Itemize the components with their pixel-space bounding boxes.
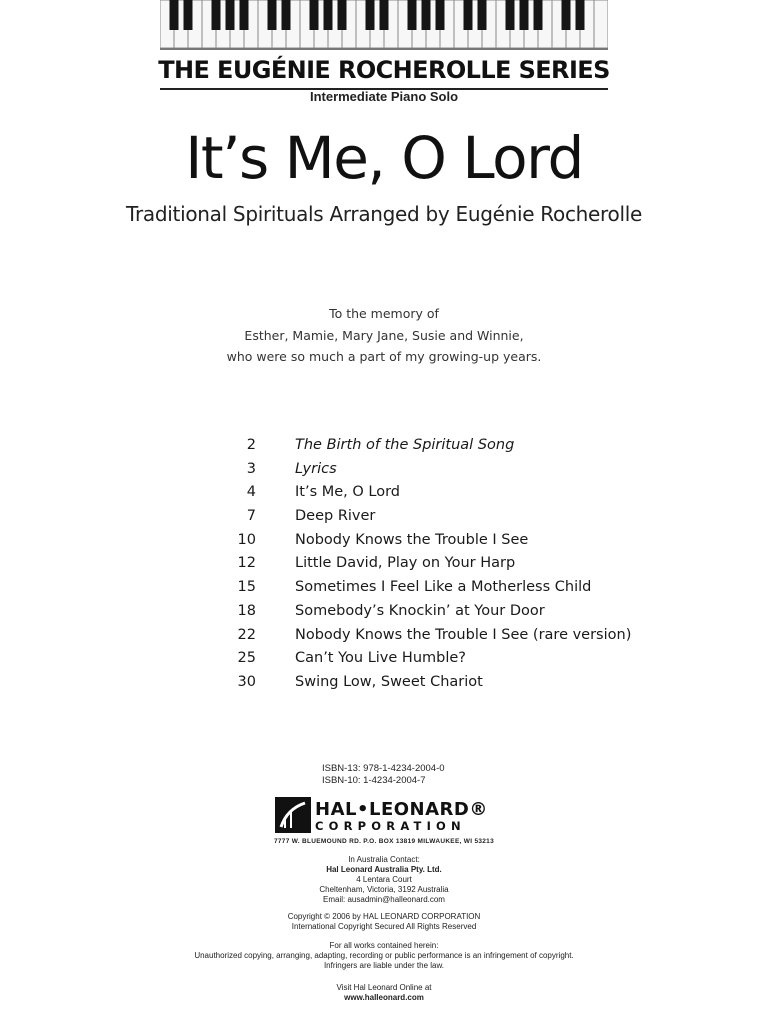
toc-page-number: 12 [237,555,256,572]
black-key [422,0,431,30]
australia-email: Email: ausadmin@halleonard.com [323,895,445,904]
black-key [534,0,543,30]
toc-page-number: 2 [246,437,256,453]
book-title: It’s Me, O Lord [185,124,583,192]
toc-entry [228,461,648,485]
legal-line: Unauthorized copying, arranging, adapting, recording or public performance is an infringement of copyright. [194,951,574,960]
black-key [436,0,445,30]
black-key [268,0,277,30]
black-key [408,0,417,30]
australia-intro: In Australia Contact: [348,855,420,864]
black-key [226,0,235,30]
piano-keys-graphic [160,0,608,48]
copyright-line: Copyright © 2006 by HAL LEONARD CORPORATION [287,912,481,921]
toc-title: It’s Me, O Lord [295,484,401,501]
toc-title: The Birth of the Spiritual Song [295,437,515,453]
series-title: THE EUGÉNIE ROCHEROLLE SERIES [158,56,610,84]
toc-title: Lyrics [295,460,337,477]
black-key [380,0,389,30]
piano-keyboard-banner [160,0,608,50]
hal-leonard-emblem-icon [275,797,311,833]
toc-entry [228,627,648,651]
isbn-block [322,763,445,787]
subtitle: Intermediate Piano Solo [309,89,459,104]
dedication [0,303,768,368]
black-key [282,0,291,30]
publisher-corporation: CORPORATION [315,819,466,833]
toc-entry [228,650,648,674]
black-key [338,0,347,30]
copyright-notice [0,912,768,932]
toc-title: Nobody Knows the Trouble I See [295,531,529,548]
black-key [366,0,375,30]
website-notice [0,983,768,1003]
toc-page-number: 3 [246,460,256,477]
toc-page-number: 15 [237,579,256,596]
australia-city: Cheltenham, Victoria, 3192 Australia [319,885,449,894]
toc-title: Little David, Play on Your Harp [295,555,516,572]
toc-entry [228,437,648,461]
toc-title: Nobody Knows the Trouble I See (rare version) [295,626,632,643]
black-key [464,0,473,30]
arranger-credit: Traditional Spirituals Arranged by Eugénie Rocherolle [126,202,642,226]
toc-title: Sometimes I Feel Like a Motherless Child [295,579,592,596]
toc-entry [228,674,648,698]
isbn-10: ISBN-10: 1-4234-2004-7 [322,775,426,786]
australia-contact [0,855,768,905]
toc-page-number: 18 [237,602,256,619]
black-key [170,0,179,30]
toc-title: Deep River [295,508,376,525]
visit-text: Visit Hal Leonard Online at [336,983,432,992]
table-of-contents [228,437,648,698]
toc-page-number: 10 [237,531,256,548]
black-key [520,0,529,30]
copyright-line: International Copyright Secured All Rights Reserved [291,922,477,931]
legal-line: For all works contained herein: [329,941,439,950]
black-key [212,0,221,30]
toc-entry [228,484,648,508]
white-key [594,0,608,48]
toc-entry [228,532,648,556]
black-key [576,0,585,30]
dedication-line: To the memory of [329,306,439,321]
black-key [506,0,515,30]
australia-company: Hal Leonard Australia Pty. Ltd. [326,865,442,874]
black-key [478,0,487,30]
dedication-line: who were so much a part of my growing-up years. [226,349,542,364]
australia-street: 4 Lentara Court [356,875,412,884]
website-url: www.halleonard.com [344,993,424,1002]
toc-title: Can’t You Live Humble? [295,650,466,667]
hal-leonard-logo [275,797,505,837]
toc-entry [228,508,648,532]
publisher-name: HAL•LEONARD® [315,799,488,820]
toc-entry [228,603,648,627]
legal-line: Infringers are liable under the law. [323,961,445,970]
black-key [324,0,333,30]
black-key [310,0,319,30]
publisher-address: 7777 W. BLUEMOUND RD. P.O. BOX 13819 MILWAUKEE, WI 53213 [273,838,495,845]
toc-title: Somebody’s Knockin’ at Your Door [295,602,545,619]
toc-title: Swing Low, Sweet Chariot [295,673,483,690]
dedication-line: Esther, Mamie, Mary Jane, Susie and Winnie, [244,327,524,343]
black-key [240,0,249,30]
toc-page-number: 22 [237,626,256,643]
legal-notice [0,941,768,971]
toc-page-number: 30 [237,673,256,690]
toc-page-number: 25 [237,650,256,667]
isbn-13: ISBN-13: 978-1-4234-2004-0 [322,763,445,774]
black-key [562,0,571,30]
toc-page-number: 4 [246,484,256,501]
toc-entry [228,579,648,603]
toc-page-number: 7 [246,508,256,525]
black-key [184,0,193,30]
toc-entry [228,555,648,579]
